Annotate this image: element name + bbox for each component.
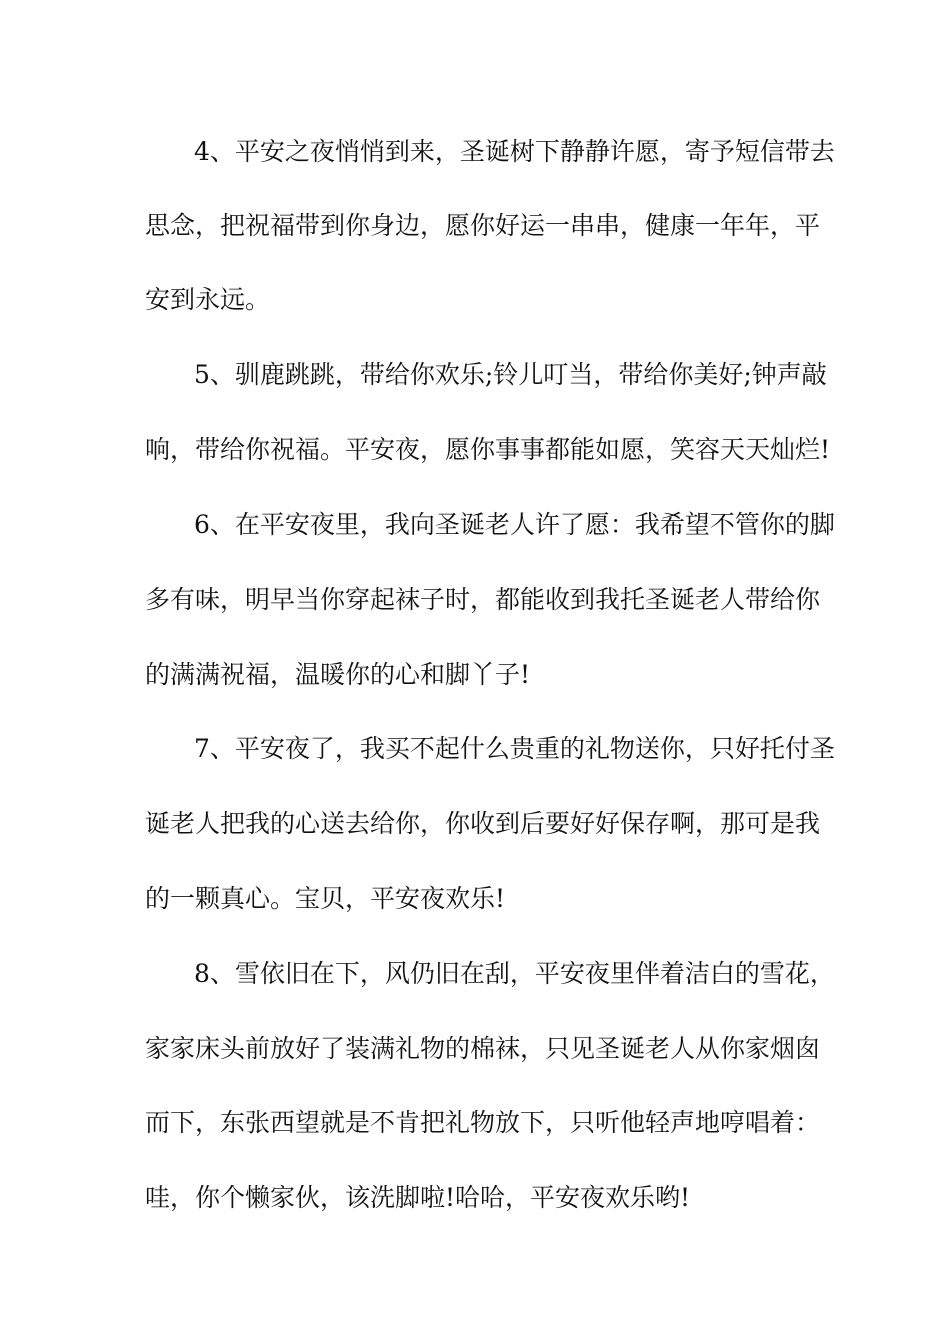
paragraph-8-line-3: 而下，东张西望就是不肯把礼物放下，只听他轻声地哼唱着： — [145, 1108, 821, 1137]
paragraph-4-line-2: 思念，把祝福带到你身边，愿你好运一串串，健康一年年，平 — [145, 211, 821, 240]
paragraph-7-line-2: 诞老人把我的心送去给你，你收到后要好好保存啊，那可是我 — [145, 809, 821, 838]
paragraph-5-line-2: 响，带给你祝福。平安夜，愿你事事都能如愿，笑容天天灿烂! — [145, 435, 831, 464]
paragraph-8-line-4: 哇，你个懒家伙，该洗脚啦!哈哈，平安夜欢乐哟! — [145, 1183, 691, 1212]
paragraph-7-line-3: 的一颗真心。宝贝，平安夜欢乐! — [145, 884, 506, 913]
paragraph-6-line-1: 6、在平安夜里，我向圣诞老人许了愿：我希望不管你的脚 — [194, 510, 835, 539]
paragraph-5-line-1: 5、驯鹿跳跳，带给你欢乐;铃儿叮当，带给你美好;钟声敲 — [194, 360, 827, 389]
paragraph-6-line-2: 多有味，明早当你穿起袜子时，都能收到我托圣诞老人带给你 — [145, 585, 821, 614]
paragraph-4-line-3: 安到永远。 — [145, 285, 271, 314]
paragraph-8-line-1: 8、雪依旧在下，风仍旧在刮，平安夜里伴着洁白的雪花， — [194, 959, 835, 988]
paragraph-8-line-2: 家家床头前放好了装满礼物的棉袜，只见圣诞老人从你家烟囱 — [145, 1034, 821, 1063]
paragraph-4-line-1: 4、平安之夜悄悄到来，圣诞树下静静许愿，寄予短信带去 — [194, 137, 835, 166]
paragraph-7-line-1: 7、平安夜了，我买不起什么贵重的礼物送你，只好托付圣 — [194, 734, 835, 763]
paragraph-6-line-3: 的满满祝福，温暖你的心和脚丫子! — [145, 660, 531, 689]
